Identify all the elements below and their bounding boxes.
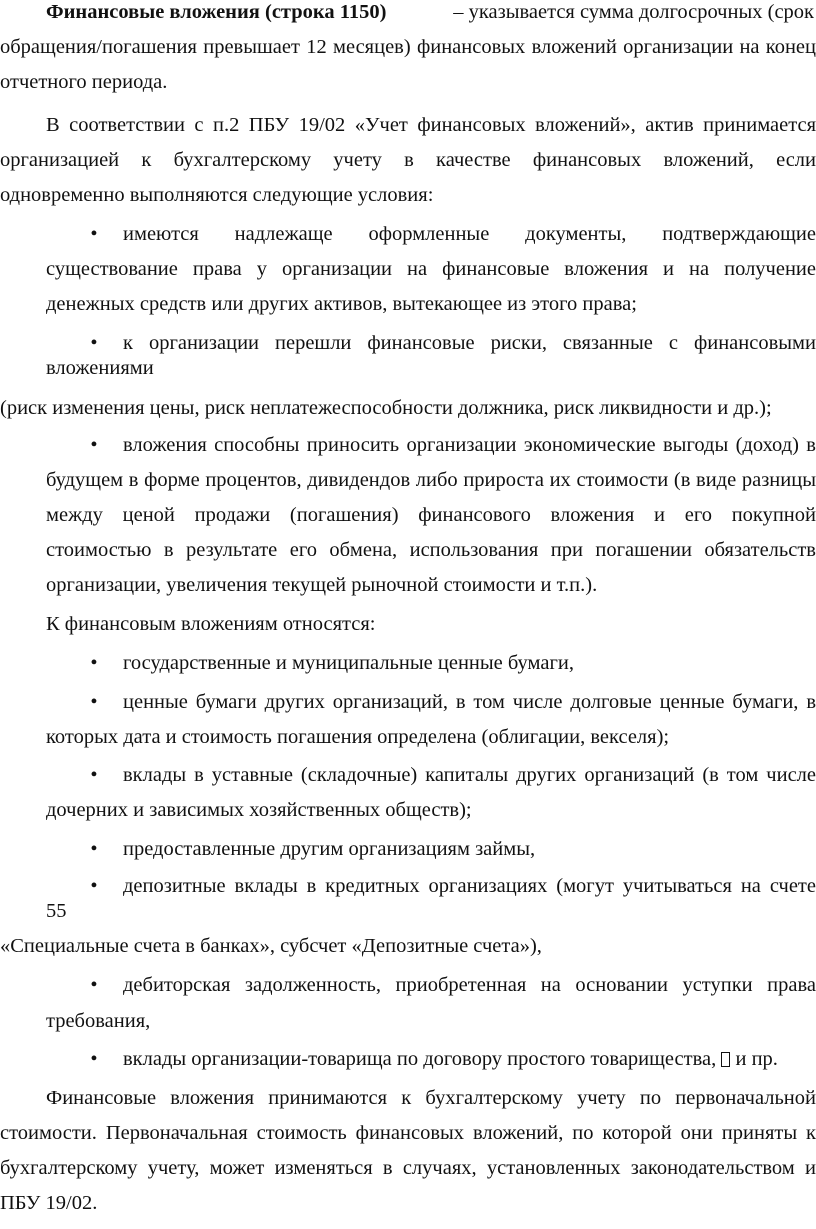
bullet-marker: •: [90, 764, 98, 786]
type-6-line-2: требования,: [46, 1010, 151, 1032]
bullet-marker: •: [90, 652, 98, 674]
type-5-line-1: депозитные вклады в кредитных организациях (могут учитываться на счете: [123, 875, 816, 897]
missing-glyph-icon: [721, 1052, 730, 1067]
type-7-text: вклады организации-товарища по договору простого товарищества,: [123, 1048, 722, 1070]
type-2-line-1: ценные бумаги других организаций, в том числе долговые ценные бумаги, в: [123, 691, 816, 713]
bullet-marker: •: [90, 974, 98, 996]
condition-2-line-1: к организации перешли финансовые риски, связанные с финансовыми: [123, 332, 816, 354]
p3-line: К финансовым вложениям относятся:: [46, 613, 376, 635]
condition-1-line-2: существование права у организации на финансовые вложения и на получение: [46, 258, 816, 280]
condition-1-line-3: денежных средств или других активов, вытекающее из этого права;: [46, 293, 637, 315]
condition-3-line-5: организации, увеличения текущей рыночной стоимости и т.п.).: [46, 574, 598, 596]
type-4-line-1: предоставленные другим организациям займы,: [123, 838, 536, 860]
bullet-marker: •: [90, 1048, 98, 1070]
p4-line-3: бухгалтерскому учету, может изменяться в случаях, установленных законодательством и: [0, 1157, 816, 1179]
bullet-marker: •: [90, 875, 98, 897]
type-7-tail: и пр.: [730, 1048, 778, 1070]
type-1-line-1: государственные и муниципальные ценные бумаги,: [123, 652, 574, 674]
bullet-marker: •: [90, 332, 98, 354]
bullet-marker: •: [90, 838, 98, 860]
p4-line-4: ПБУ 19/02.: [0, 1192, 98, 1214]
condition-3-line-2: будущем в форме процентов, дивидендов либо прироста их стоимости (в виде разницы: [46, 469, 816, 491]
condition-2-line-2: вложениями: [46, 357, 154, 379]
condition-2-line-3: (риск изменения цены, риск неплатежеспособности должника, риск ликвидности и др.);: [0, 397, 772, 419]
type-3-line-1: вклады в уставные (складочные) капиталы других организаций (в том числе: [123, 764, 816, 786]
p1-line-3: отчетного периода.: [0, 71, 168, 93]
p1-line-2: обращения/погашения превышает 12 месяцев) финансовых вложений организации на конец: [0, 36, 816, 58]
p2-line-3: одновременно выполняются следующие условия:: [0, 184, 434, 206]
p4-line-1: Финансовые вложения принимаются к бухгалтерскому учету по первоначальной: [46, 1087, 816, 1109]
condition-3-line-1: вложения способны приносить организации экономические выгоды (доход) в: [123, 434, 816, 456]
type-5-line-2: 55: [46, 900, 67, 922]
bullet-marker: •: [90, 223, 98, 245]
condition-3-line-4: стоимостью в результате его обмена, использования при погашении обязательств: [46, 539, 816, 561]
p1-text: – указывается сумма долгосрочных (срок: [453, 1, 814, 23]
p2-line-2: организацией к бухгалтерскому учету в качестве финансовых вложений, если: [0, 149, 816, 171]
p1-heading: Финансовые вложения (строка 1150): [46, 1, 387, 23]
p4-line-2: стоимости. Первоначальная стоимость финансовых вложений, по которой они приняты к: [0, 1122, 816, 1144]
p1-line-1: [0, 0, 816, 27]
type-3-line-2: дочерних и зависимых хозяйственных обществ);: [46, 799, 472, 821]
condition-1-line-1: имеются надлежаще оформленные документы, подтверждающие: [123, 223, 816, 245]
type-2-line-2: которых дата и стоимость погашения определена (облигации, векселя);: [46, 726, 670, 748]
bullet-marker: •: [90, 434, 98, 456]
bullet-marker: •: [90, 691, 98, 713]
type-5-line-3: «Специальные счета в банках», субсчет «Депозитные счета»),: [0, 935, 542, 957]
type-7-line-1: [123, 1044, 816, 1074]
type-6-line-1: дебиторская задолженность, приобретенная на основании уступки права: [123, 974, 816, 996]
p2-line-1: В соответствии с п.2 ПБУ 19/02 «Учет финансовых вложений», актив принимается: [46, 114, 816, 136]
condition-3-line-3: между ценой продажи (погашения) финансового вложения и его покупной: [46, 504, 816, 526]
